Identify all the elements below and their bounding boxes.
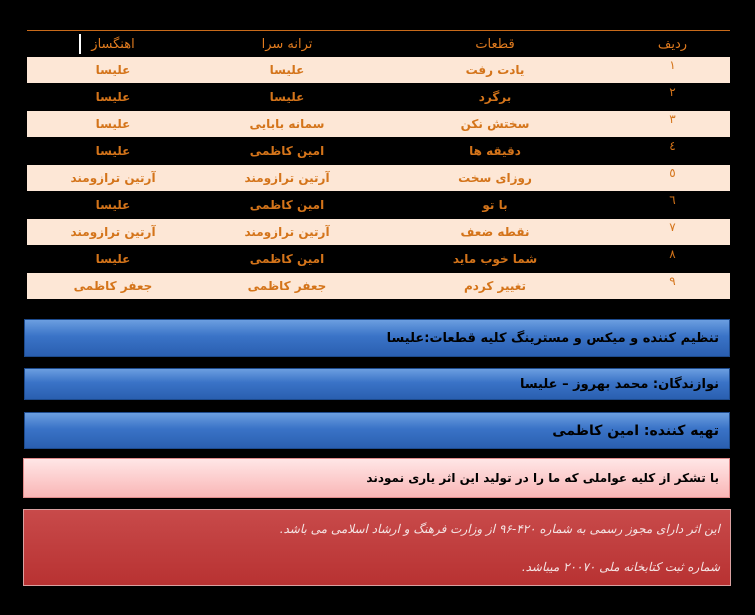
musicians-credit: نوازندگان: محمد بهروز – علیسا bbox=[519, 376, 719, 392]
track-title: سختش نکن bbox=[375, 111, 615, 138]
row-number: ٦ bbox=[615, 192, 730, 219]
table-row bbox=[27, 84, 730, 111]
composer-name: آرتین ترازومند bbox=[27, 219, 199, 246]
lyricist-name: امین کاظمی bbox=[199, 138, 375, 165]
table-row bbox=[27, 57, 730, 84]
library-registration-text: شماره ثبت کتابخانه ملی ۲۰۰۷۰ میباشد. bbox=[521, 560, 720, 574]
track-title: با تو bbox=[375, 192, 615, 219]
row-number: ٤ bbox=[615, 138, 730, 165]
track-title: نقطه ضعف bbox=[375, 219, 615, 246]
table-row bbox=[27, 219, 730, 246]
producer-credit: تهیه کننده: امین کاظمی bbox=[552, 422, 719, 439]
track-title: تغییر کردم bbox=[375, 273, 615, 300]
mix-master-credit-box bbox=[24, 319, 730, 357]
header-row-number: ردیف bbox=[615, 31, 730, 58]
text-cursor bbox=[79, 34, 81, 54]
lyricist-name: آرتین ترازومند bbox=[199, 219, 375, 246]
lyricist-name: آرتین ترازومند bbox=[199, 165, 375, 192]
row-number: ۳ bbox=[615, 111, 730, 138]
track-title: یادت رفت bbox=[375, 57, 615, 84]
lyricist-name: سمانه بابایی bbox=[199, 111, 375, 138]
header-tracks: قطعات bbox=[375, 31, 615, 58]
composer-name: آرتین ترازومند bbox=[27, 165, 199, 192]
lyricist-name: امین کاظمی bbox=[199, 192, 375, 219]
lyricist-name: علیسا bbox=[199, 57, 375, 84]
table-row bbox=[27, 192, 730, 219]
legal-info-box bbox=[23, 509, 731, 586]
thanks-text: با تشکر از کلیه عواملی که ما را در تولید این اثر یاری نمودند bbox=[366, 471, 719, 485]
lyricist-name: جعفر کاظمی bbox=[199, 273, 375, 300]
track-title: برگرد bbox=[375, 84, 615, 111]
track-list-table bbox=[27, 30, 730, 300]
table-row bbox=[27, 165, 730, 192]
table-row bbox=[27, 111, 730, 138]
table-row bbox=[27, 246, 730, 273]
lyricist-name: علیسا bbox=[199, 84, 375, 111]
composer-name: جعفر کاظمی bbox=[27, 273, 199, 300]
composer-name: علیسا bbox=[27, 138, 199, 165]
composer-name: علیسا bbox=[27, 111, 199, 138]
row-number: ۸ bbox=[615, 246, 730, 273]
composer-name: علیسا bbox=[27, 84, 199, 111]
row-number: ۱ bbox=[615, 57, 730, 84]
track-title: دقیقه ها bbox=[375, 138, 615, 165]
composer-name: علیسا bbox=[27, 57, 199, 84]
row-number: ٥ bbox=[615, 165, 730, 192]
header-lyricist: ترانه سرا bbox=[199, 31, 375, 58]
header-composer bbox=[27, 31, 199, 58]
row-number: ۹ bbox=[615, 273, 730, 300]
musicians-credit-box bbox=[24, 368, 730, 400]
lyricist-name: امین کاظمی bbox=[199, 246, 375, 273]
table-header-row bbox=[27, 31, 730, 58]
thanks-box bbox=[23, 458, 730, 498]
row-number: ۷ bbox=[615, 219, 730, 246]
mix-master-credit: تنظیم کننده و میکس و مسترینگ کلیه قطعات:علیسا bbox=[386, 330, 719, 346]
license-text: این اثر دارای مجوز رسمی به شماره ۴۲۰-۹۶ از وزارت فرهنگ و ارشاد اسلامی می باشد. bbox=[279, 522, 720, 536]
header-composer-label: اهنگساز bbox=[91, 36, 135, 52]
track-title: روزای سخت bbox=[375, 165, 615, 192]
table-row bbox=[27, 273, 730, 300]
table-row bbox=[27, 138, 730, 165]
composer-name: علیسا bbox=[27, 246, 199, 273]
producer-credit-box bbox=[24, 412, 730, 449]
composer-name: علیسا bbox=[27, 192, 199, 219]
row-number: ۲ bbox=[615, 84, 730, 111]
track-title: شما خوب ماید bbox=[375, 246, 615, 273]
